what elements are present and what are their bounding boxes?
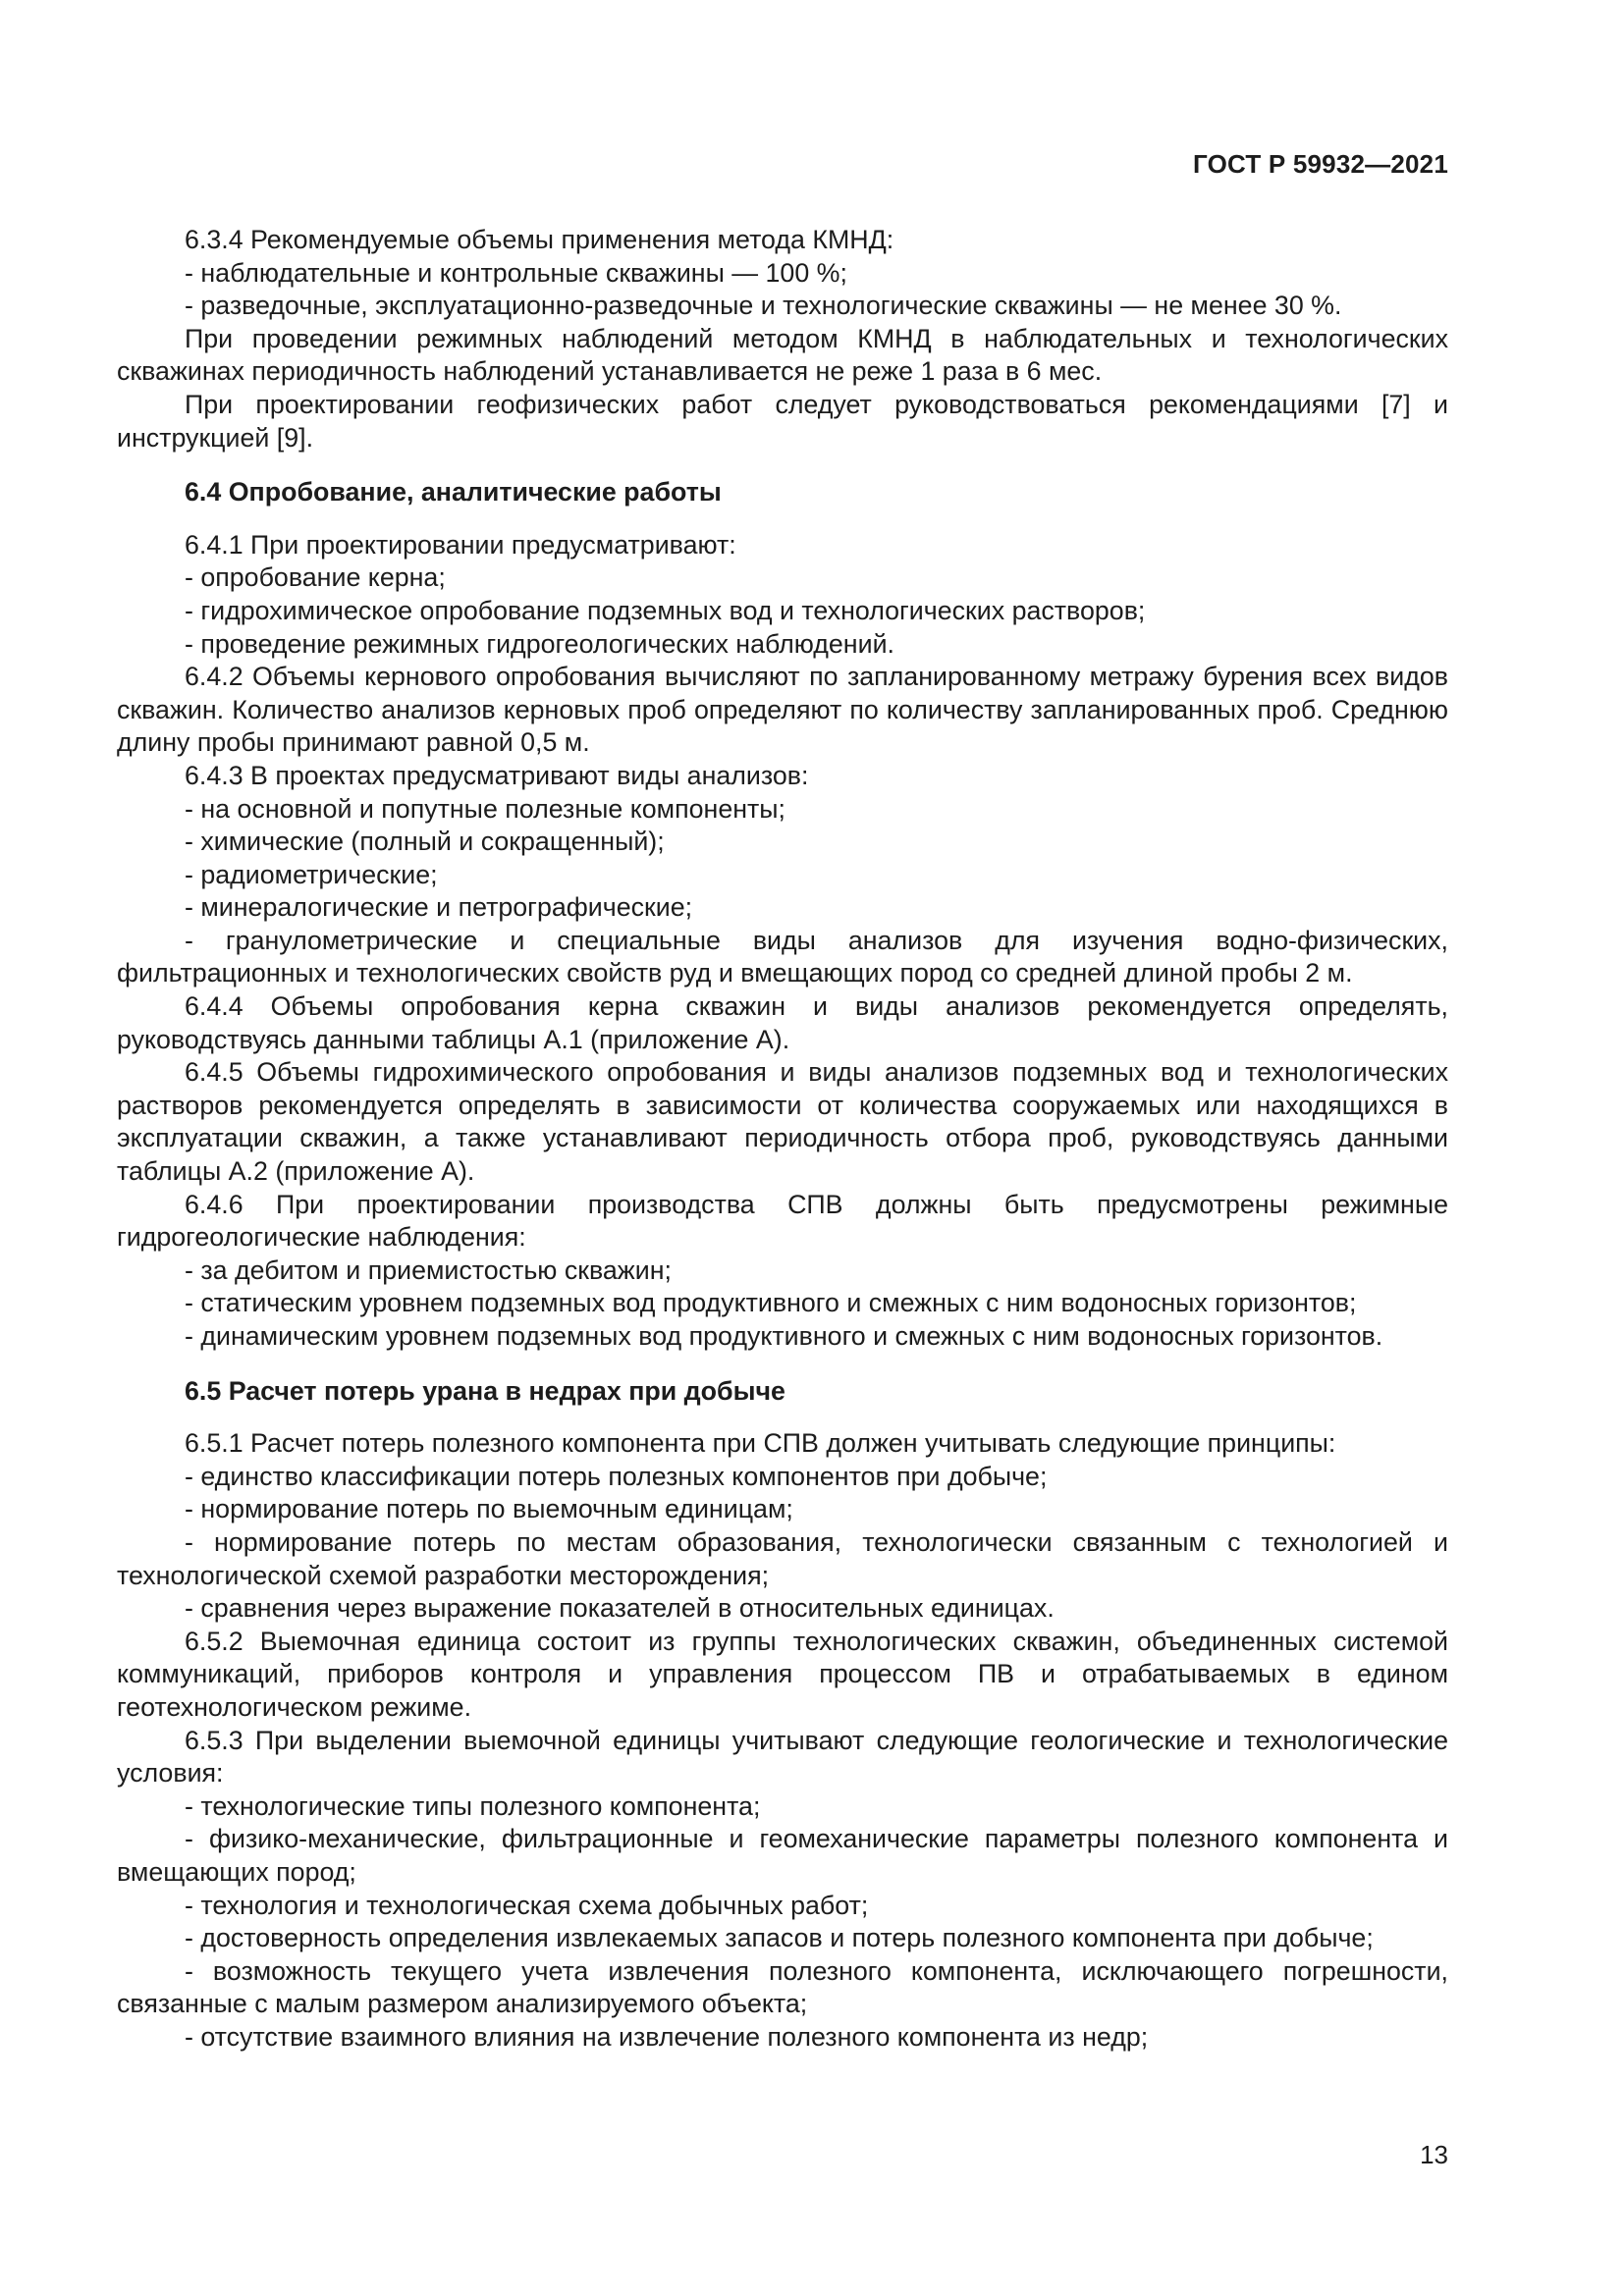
paragraph: При проектировании геофизических работ следует руководствоваться рекомендациями [7] и инструкцией [9]. [117, 389, 1448, 453]
paragraph: - наблюдательные и контрольные скважины — 100 %; [185, 257, 847, 288]
paragraph: 6.3.4 Рекомендуемые объемы применения метода КМНД: [185, 225, 894, 254]
section-heading: 6.4 Опробование, аналитические работы [185, 477, 722, 507]
paragraph: - минералогические и петрографические; [185, 892, 693, 923]
paragraph: - радиометрические; [185, 859, 438, 889]
section-heading: 6.5 Расчет потерь урана в недрах при добыче [185, 1375, 785, 1406]
paragraph: - за дебитом и приемистостью скважин; [185, 1255, 672, 1285]
paragraph: - разведочные, эксплуатационно-разведочные и технологические скважины — не менее 30 %. [185, 291, 1342, 321]
paragraph: - динамическим уровнем подземных вод продуктивного и смежных с ним водоносных горизонтов. [185, 1321, 1383, 1351]
paragraph: - технология и технологическая схема добычных работ; [185, 1890, 869, 1920]
paragraph: - нормирование потерь по местам образования, технологически связанным с технологией и технологической схемой разработки месторождения; [117, 1526, 1448, 1590]
paragraph: - достоверность определения извлекаемых запасов и потерь полезного компонента при добыче; [185, 1923, 1374, 1953]
paragraph: - химические (полный и сокращенный); [185, 827, 665, 857]
paragraph: 6.5.1 Расчет потерь полезного компонента при СПВ должен учитывать следующие принципы: [185, 1428, 1336, 1459]
paragraph: 6.5.3 При выделении выемочной единицы учитывают следующие геологические и технологические условия: [117, 1725, 1448, 1789]
paragraph: 6.4.5 Объемы гидрохимического опробования и виды анализов подземных вод и технологических растворов рекомендуется определять в зависимости от количества сооружаемых или находящихся в эксплуатации скважин, а также устанавливают периодичность отбора проб, руководствуясь данными таблицы А.2 (приложение А). [117, 1057, 1448, 1187]
paragraph: 6.4.2 Объемы кернового опробования вычисляют по запланированному метражу бурения всех видов скважин. Количество анализов керновых проб определяют по количеству запланированных проб. Среднюю длину пробы принимают равной 0,5 м. [117, 662, 1448, 758]
paragraph: 6.5.2 Выемочная единица состоит из группы технологических скважин, объединенных системой коммуникаций, приборов контроля и управления процессом ПВ и отрабатываемых в едином геотехнологическом режиме. [117, 1626, 1448, 1722]
paragraph: - отсутствие взаимного влияния на извлечение полезного компонента из недр; [185, 2021, 1149, 2052]
page-number: 13 [1420, 2140, 1448, 2169]
paragraph: - гранулометрические и специальные виды анализов для изучения водно-физических, фильтрационных и технологических свойств руд и вмещающих пород со средней длиной пробы 2 м. [117, 925, 1448, 988]
paragraph: 6.4.1 При проектировании предусматривают: [185, 529, 736, 560]
standard-designation: ГОСТ Р 59932—2021 [1193, 149, 1448, 179]
paragraph: - статическим уровнем подземных вод продуктивного и смежных с ним водоносных горизонтов; [185, 1288, 1357, 1318]
paragraph: - опробование керна; [185, 562, 446, 593]
paragraph: - проведение режимных гидрогеологических наблюдений. [185, 628, 894, 659]
paragraph: 6.4.3 В проектах предусматривают виды анализов: [185, 760, 809, 790]
paragraph: - единство классификации потерь полезных компонентов при добыче; [185, 1461, 1048, 1491]
paragraph: 6.4.6 При проектировании производства СПВ должны быть предусмотрены режимные гидрогеологические наблюдения: [117, 1189, 1448, 1253]
paragraph: - физико-механические, фильтрационные и геомеханические параметры полезного компонента и вмещающих пород; [117, 1824, 1448, 1887]
paragraph: - сравнения через выражение показателей в относительных единицах. [185, 1593, 1055, 1624]
paragraph: - технологические типы полезного компонента; [185, 1790, 761, 1821]
paragraph: При проведении режимных наблюдений методом КМНД в наблюдательных и технологических скважинах периодичность наблюдений устанавливается не реже 1 раза в 6 мес. [117, 323, 1448, 387]
paragraph: - на основной и попутные полезные компоненты; [185, 793, 785, 824]
paragraph: - гидрохимическое опробование подземных вод и технологических растворов; [185, 595, 1146, 625]
page-body [117, 224, 1448, 2054]
paragraph: - возможность текущего учета извлечения полезного компонента, исключающего погрешности, связанные с малым размером анализируемого объекта; [117, 1955, 1448, 2019]
paragraph: - нормирование потерь по выемочным единицам; [185, 1494, 793, 1524]
paragraph: 6.4.4 Объемы опробования керна скважин и виды анализов рекомендуется определять, руководствуясь данными таблицы А.1 (приложение А). [117, 991, 1448, 1054]
